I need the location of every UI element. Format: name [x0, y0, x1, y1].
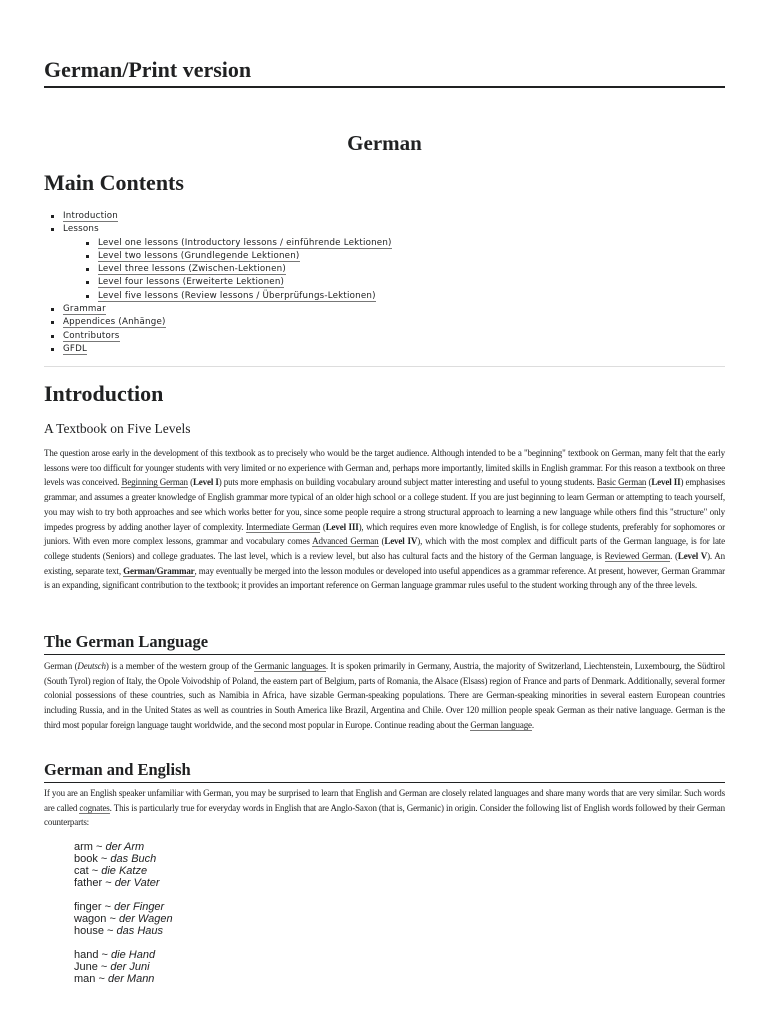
german-word: die Katze — [101, 865, 148, 877]
toc-link-level-three[interactable]: Level three lessons (Zwischen-Lektionen) — [98, 264, 286, 275]
toc-item-level-one — [79, 237, 725, 250]
text-span: ). An existing, separate text, — [44, 550, 725, 576]
english-word: book — [74, 853, 98, 865]
toc-item-introduction — [44, 210, 725, 223]
german-english-paragraph — [44, 786, 725, 830]
toc-link-gfdl[interactable]: GFDL — [63, 343, 88, 354]
introduction-heading: Introduction — [44, 381, 164, 406]
book-title: German — [347, 131, 422, 155]
link-advanced-german[interactable]: Advanced German — [312, 536, 379, 547]
german-word: der Wagen — [118, 913, 173, 925]
text-span: German ( — [44, 661, 78, 671]
word-pair — [74, 961, 173, 973]
german-word: das Haus — [116, 925, 164, 937]
text-span: . It is spoken primarily in Germany, Austria, the majority of Switzerland, Liechtenstein, Luxembourg, the Südtirol (South Tyrol) region of Italy, the Opole Voivodship of Poland, the eastern part of Belgium, parts of Romania, the Alsace (Elsass) region of France and parts of Denmark. Additionally, several former colonial possessions of these countries, such as Namibia in Africa, have sizable German-speaking populations. There are German-speaking minorities in several eastern European countries including Russia, and in the United States as well as countries in South America like Brazil, Argentina and Chile. Over 120 million people speak German as their native language. German is the third most popular foreign language taught worldwide, and the second most popular in Europe. Continue reading about the — [44, 661, 725, 730]
level-label: Level I — [192, 477, 219, 488]
text-span: . — [531, 719, 535, 730]
text-span: ), which requires even more knowledge of English, is for college students, preferably for sophomores or juniors. With even more complex lessons, grammar and vocabulary comes — [44, 521, 725, 547]
word-group — [74, 949, 173, 985]
toc-item-level-five — [79, 290, 725, 303]
english-word: arm — [74, 841, 93, 853]
german-word: der Arm — [105, 841, 145, 853]
toc-link-level-two[interactable]: Level two lessons (Grundlegende Lektionen) — [98, 250, 300, 261]
german-english-heading: German and English — [44, 760, 725, 783]
german-word: der Vater — [114, 877, 160, 889]
text-span: ( — [320, 521, 326, 532]
german-language-heading: The German Language — [44, 632, 725, 655]
english-word: hand — [74, 949, 99, 961]
link-german-language[interactable]: German language — [470, 719, 532, 730]
word-pair — [74, 853, 173, 865]
word-pair — [74, 949, 173, 961]
german-word: der Mann — [107, 973, 155, 985]
word-pair — [74, 841, 173, 853]
toc-item-contributors — [44, 330, 725, 343]
text-span: ( — [378, 536, 385, 547]
toc-link-introduction[interactable]: Introduction — [63, 211, 119, 221]
level-label: Level III — [325, 521, 359, 532]
toc-item-level-two — [79, 250, 725, 263]
link-reviewed-german[interactable]: Reviewed German — [604, 550, 671, 561]
word-pair — [74, 913, 173, 925]
toc-link-grammar[interactable]: Grammar — [63, 304, 106, 315]
link-cognates[interactable]: cognates — [79, 802, 110, 813]
textbook-levels-subheading: A Textbook on Five Levels — [44, 421, 191, 436]
toc-item-appendices — [44, 316, 725, 329]
cognate-word-list — [74, 841, 173, 997]
toc-link-appendices[interactable]: Appendices (Anhänge) — [63, 317, 166, 328]
word-pair — [74, 877, 173, 889]
tilde-separator: ~ — [88, 865, 102, 877]
tilde-separator: ~ — [102, 877, 115, 889]
level-label: Level IV — [384, 536, 418, 547]
link-basic-german[interactable]: Basic German — [596, 477, 647, 488]
text-span: ( — [187, 477, 193, 488]
text-span: ), which with the most complex and difficult parts of the German language, is for late college students (Seniors) and college graduates. The last level, which is a review level, but also has cultural facts and the history of the German language, is — [44, 536, 725, 561]
toc-link-level-five[interactable]: Level five lessons (Review lessons / Überprüfungs-Lektionen) — [98, 290, 376, 301]
german-language-paragraph — [44, 659, 725, 733]
word-pair — [74, 865, 173, 877]
toc-lessons-sublist — [63, 237, 725, 303]
link-german-grammar-text: German/Grammar — [123, 565, 195, 576]
level-label: Level V — [677, 550, 708, 561]
german-word: der Juni — [110, 961, 150, 973]
text-span: ) emphasises grammar, and assumes a greater knowledge of English grammar more typical of an older high school or a college student. If you are just beginning to learn German or attempting to teach yourself, you may wish to try both approaches and see which works better for you, since some people require a strong structural approach to learning a new language while others find this "structure" only impedes progress by adding another layer of complexity. — [44, 477, 726, 532]
text-span: The question arose early in the development of this textbook as to precisely who would be the target audience. Although intended to be a "beginning" textbook on German, many felt that the early lessons were too difficult for younger students with very limited or no experience with German and, perhaps more importantly, limited skills in English grammar. For this reason a textbook on three levels was conceived. — [44, 448, 725, 488]
english-word: father — [74, 877, 103, 889]
text-span: ) puts more emphasis on building vocabulary around subject matter interesting and useful to young students. — [218, 477, 595, 488]
page-title: German/Print version — [44, 56, 725, 88]
tilde-separator: ~ — [98, 949, 112, 961]
english-word: June — [74, 961, 98, 973]
link-germanic-languages[interactable]: Germanic languages — [254, 661, 326, 671]
word-pair — [74, 901, 173, 913]
tilde-separator: ~ — [103, 925, 117, 937]
german-word: der Finger — [114, 901, 165, 913]
toc-link-level-four[interactable]: Level four lessons (Erweiterte Lektionen) — [98, 277, 285, 288]
toc-item-lessons — [44, 223, 725, 303]
toc-item-level-three — [79, 263, 725, 276]
level-label: Level II — [651, 477, 681, 488]
english-word: house — [74, 925, 104, 937]
text-span: . This is particularly true for everyday words in English that are Anglo-Saxon (that is, Germanic) in origin. Consider the following list of English words followed by their German counterparts: — [44, 802, 725, 828]
german-word: das Buch — [110, 853, 157, 865]
toc-item-gfdl — [44, 343, 725, 356]
table-of-contents — [44, 210, 725, 356]
word-pair — [74, 973, 173, 985]
word-group — [74, 841, 173, 889]
tilde-separator: ~ — [101, 901, 115, 913]
link-german-grammar[interactable] — [123, 566, 194, 577]
text-span: If you are an English speaker unfamiliar with German, you may be surprised to learn that English and German are closely related languages and share many words that are very similar. Such words are called — [44, 788, 725, 813]
toc-item-level-four — [79, 276, 725, 289]
text-span: , may eventually be merged into the lesson modules or developed into useful appendices as a grammar reference. At present, however, German Grammar is an expanding, significant contribution to the textbook; it provides an important reference on German language grammar rules useful to the student working through any of the three levels. — [44, 565, 725, 591]
link-beginning-german[interactable]: Beginning German — [121, 477, 188, 488]
introduction-paragraph — [44, 446, 725, 593]
tilde-separator: ~ — [106, 913, 119, 925]
toc-label-lessons: Lessons — [63, 224, 99, 235]
toc-link-level-one[interactable]: Level one lessons (Introductory lessons / einführende Lektionen) — [98, 237, 392, 248]
text-span: ( — [646, 477, 652, 488]
text-span: . ( — [670, 550, 678, 561]
deutsch-term: Deutsch — [77, 661, 106, 671]
tilde-separator: ~ — [97, 961, 111, 973]
english-word: finger — [74, 901, 102, 913]
text-span: ) is a member of the western group of the — [105, 661, 252, 671]
word-pair — [74, 925, 173, 937]
german-word: die Hand — [111, 949, 156, 961]
link-intermediate-german[interactable]: Intermediate German — [245, 521, 321, 532]
word-group — [74, 901, 173, 937]
english-word: wagon — [74, 913, 107, 925]
tilde-separator: ~ — [95, 973, 108, 985]
english-word: man — [74, 973, 96, 985]
english-word: cat — [74, 865, 89, 877]
toc-divider — [44, 366, 725, 367]
toc-link-contributors[interactable]: Contributors — [63, 330, 120, 341]
toc-item-grammar — [44, 303, 725, 316]
main-contents-heading: Main Contents — [44, 170, 184, 195]
tilde-separator: ~ — [97, 853, 111, 865]
tilde-separator: ~ — [92, 841, 106, 853]
